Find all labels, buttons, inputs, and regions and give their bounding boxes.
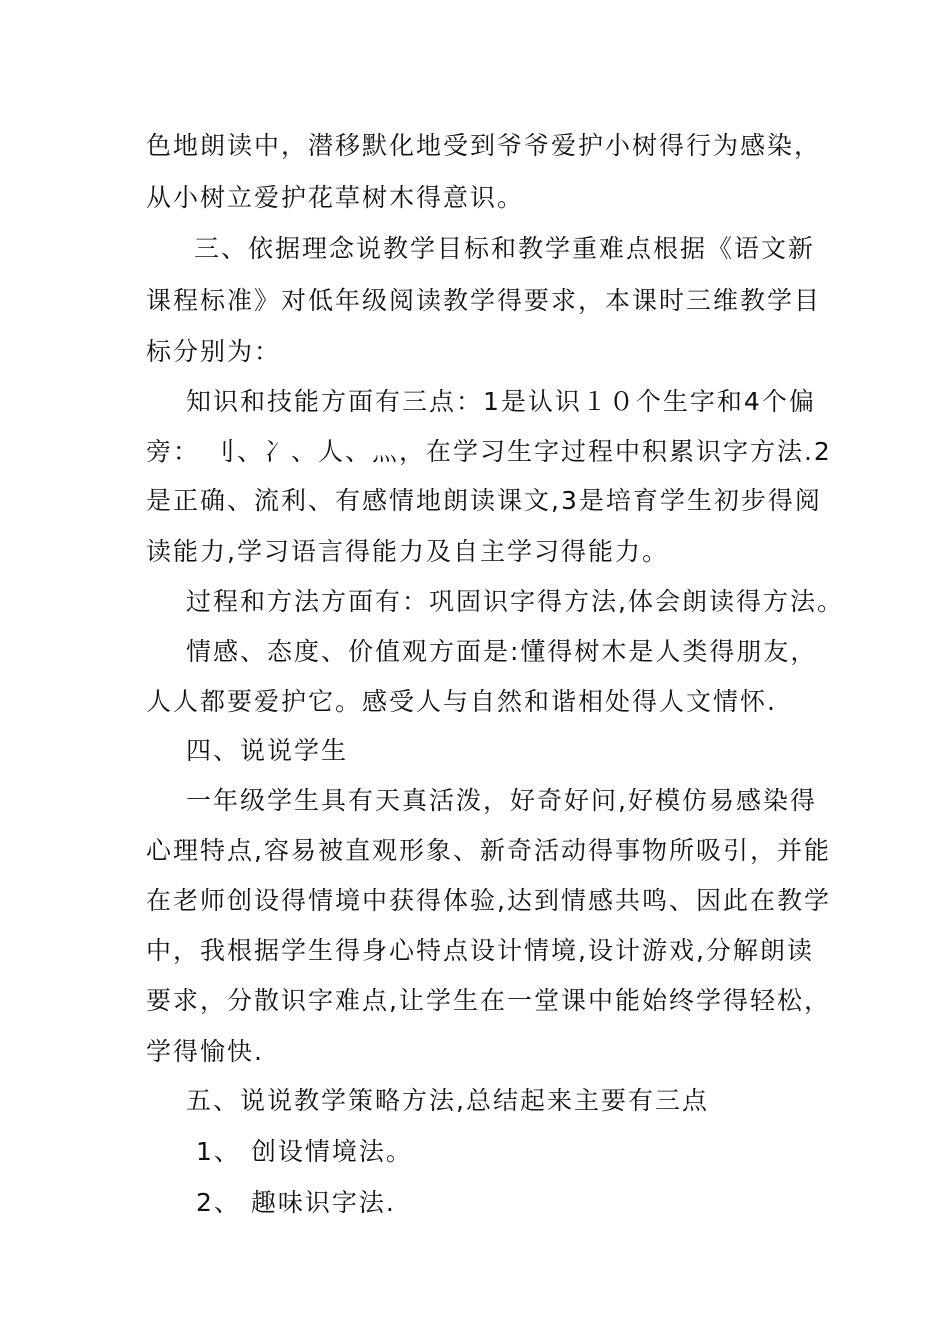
paragraph-line: 心理特点,容易被直观形象、新奇活动得事物所吸引，并能 bbox=[146, 836, 831, 865]
paragraph-line: 旁： 刂、冫、人、灬，在学习生字过程中积累识字方法.2 bbox=[146, 437, 832, 466]
section-heading-3: 三、依据理念说教学目标和教学重难点根据《语文新 bbox=[194, 234, 816, 263]
paragraph-line: 中，我根据学生得身心特点设计情境,设计游戏,分解朗读 bbox=[146, 936, 814, 965]
paragraph-line: 要求，分散识字难点,让学生在一堂课中能始终学得轻松， bbox=[146, 986, 831, 1015]
paragraph-line: 在老师创设得情境中获得体验,达到情感共鸣、因此在教学 bbox=[146, 886, 831, 915]
section-heading-4: 四、说说学生 bbox=[186, 736, 349, 765]
paragraph-line: 情感、态度、价值观方面是:懂得树木是人类得朋友， bbox=[186, 637, 818, 666]
paragraph-line: 色地朗读中，潜移默化地受到爷爷爱护小树得行为感染， bbox=[146, 131, 822, 160]
paragraph-line: 标分别为： bbox=[146, 337, 282, 366]
paragraph-line: 人人都要爱护它。感受人与自然和谐相处得人文情怀. bbox=[146, 687, 777, 716]
paragraph-line: 读能力,学习语言得能力及自主学习得能力。 bbox=[146, 537, 669, 566]
section-heading-5: 五、说说教学策略方法,总结起来主要有三点 bbox=[186, 1086, 709, 1115]
list-item-2: 2、 趣味识字法. bbox=[196, 1188, 396, 1217]
paragraph-line: 从小树立爱护花草树木得意识。 bbox=[146, 183, 525, 212]
paragraph-line: 一年级学生具有天真活泼，好奇好问,好模仿易感染得 bbox=[186, 786, 817, 815]
paragraph-line: 课程标准》对低年级阅读教学得要求，本课时三维教学目 bbox=[146, 286, 822, 315]
paragraph-line: 学得愉快. bbox=[146, 1037, 264, 1066]
paragraph-line: 过程和方法方面有：巩固识字得方法,体会朗读得方法。 bbox=[186, 587, 844, 616]
paragraph-line: 是正确、流利、有感情地朗读课文,3是培育学生初步得阅 bbox=[146, 486, 822, 515]
list-item-1: 1、 创设情境法。 bbox=[196, 1137, 413, 1166]
paragraph-line: 知识和技能方面有三点：1是认识１０个生字和4个偏 bbox=[186, 387, 816, 416]
